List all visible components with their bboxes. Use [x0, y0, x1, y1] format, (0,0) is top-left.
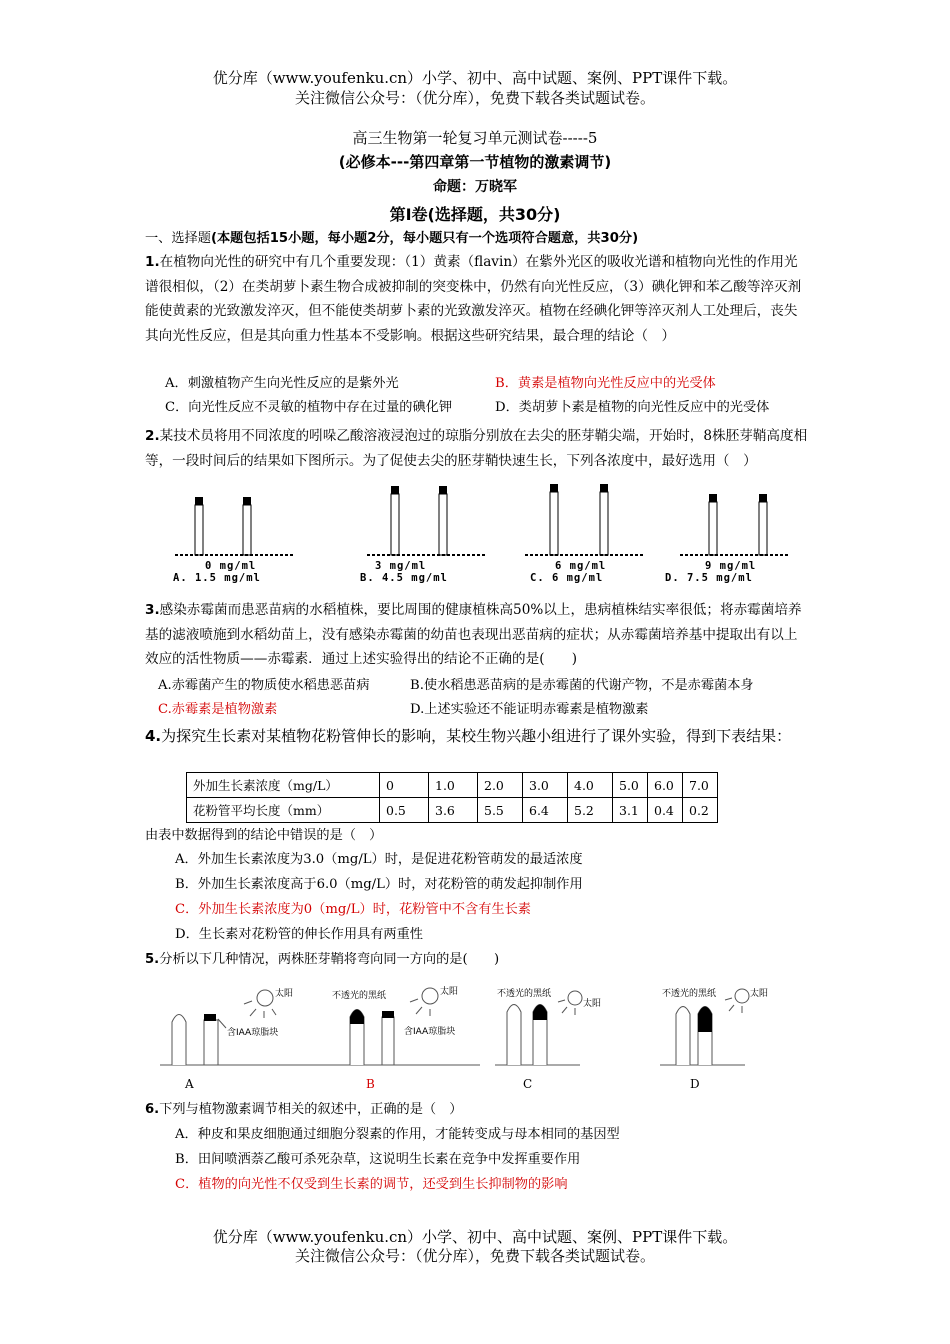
table-cell: 3.0 [523, 773, 568, 798]
q2-coleoptiles-b [355, 482, 505, 562]
q2-number: 2. [145, 428, 160, 444]
table-cell: 5.5 [478, 798, 523, 823]
q2-coleoptiles-c [520, 482, 670, 562]
section1-instruction [145, 227, 638, 246]
q2-figure-c [520, 482, 670, 587]
q5-d-sun-label: 太阳 [750, 989, 769, 999]
q2-fig-d-top: 9 mg/ml [705, 560, 757, 572]
q2-stem [145, 424, 810, 473]
q3-option-d: D.上述实验还不能证明赤霉素是植物激素 [410, 702, 649, 717]
table-cell: 7.0 [683, 773, 718, 798]
q5-b-iaa-label: 含IAA琼脂块 [404, 1027, 456, 1037]
q6-number: 6. [145, 1102, 160, 1117]
exam-title: 高三生物第一轮复习单元测试卷-----5 [352, 129, 598, 147]
q4-data-table [186, 772, 718, 823]
q6-option-a: A．种皮和果皮细胞通过细胞分裂素的作用，才能转变成与母本相同的基因型 [175, 1127, 620, 1142]
q1-text: 在植物向光性的研究中有几个重要发现：（1）黄素（flavin）在紫外光区的吸收光谱和植物向光性的作用光谱很相似，（2）在类胡萝卜素生物合成被抑制的突变株中，仍然有向光性反应，（3）碘化钾和苯乙酸等淬灭剂能使黄素的光致激发淬灭，但不能使类胡萝卜素的光致激发淬灭。植物在经碘化钾等淬灭剂人工处理后，丧失其向光性反应，但是其向重力性基本不受影响。根据这些研究结果，最合理的结论（ ） [145, 254, 802, 344]
q5-a-iaa-label: 含IAA琼脂块 [227, 1028, 279, 1038]
table-cell: 0.5 [380, 798, 429, 823]
q5-figure-c [495, 982, 605, 1092]
q3-stem [145, 598, 810, 672]
q2-fig-a-top: 0 mg/ml [205, 560, 257, 572]
footer-line-2: 关注微信公众号：（优分库），免费下载各类试题试卷。 [294, 1247, 655, 1265]
table-cell: 外加生长素浓度（mg/L） [187, 773, 380, 798]
q2-fig-c-bottom: C. 6 mg/ml [530, 572, 604, 584]
footer-line-1: 优分库（www.youfenku.cn）小学、初中、高中试题、案例、PPT课件下载。 [212, 1228, 738, 1246]
q2-coleoptiles-d [665, 482, 815, 562]
q5-label-a: A [185, 1077, 194, 1091]
q1-number: 1. [145, 254, 160, 270]
q4-option-b: B．外加生长素浓度高于6.0（mg/L）时，对花粉管的萌发起抑制作用 [175, 877, 583, 892]
q5-d-paper-label: 不透光的黑纸 [662, 989, 717, 999]
q1-stem [145, 250, 810, 348]
q2-text: 某技术员将用不同浓度的吲哚乙酸溶液浸泡过的琼脂分别放在去尖的胚芽鞘尖端，开始时，8株胚芽鞘高度相等，一段时间后的结果如下图所示。为了促使去尖的胚芽鞘快速生长，下列各浓度中，最好选用（ ） [145, 428, 808, 469]
q2-figure-d [665, 482, 815, 587]
table-cell: 0 [380, 773, 429, 798]
q1-option-d: D．类胡萝卜素是植物的向光性反应中的光受体 [495, 400, 770, 415]
q2-figure-a [165, 482, 315, 587]
q6-option-c: C．植物的向光性不仅受到生长素的调节，还受到生长抑制物的影响 [175, 1177, 568, 1192]
table-cell: 6.0 [648, 773, 683, 798]
q3-number: 3. [145, 602, 160, 618]
q5-number: 5. [145, 952, 160, 967]
q5-label-c: C [523, 1077, 533, 1091]
table-cell: 花粉管平均长度（mm） [187, 798, 380, 823]
q5-b-paper-label: 不透光的黑纸 [332, 991, 387, 1001]
q5-a-sun-label: 太阳 [275, 989, 294, 999]
q6-option-b: B．田间喷洒萘乙酸可杀死杂草，这说明生长素在竞争中发挥重要作用 [175, 1152, 581, 1167]
q5-c-sun-label: 太阳 [583, 999, 602, 1009]
q4-option-c: C．外加生长素浓度为0（mg/L）时，花粉管中不含有生长素 [175, 902, 531, 917]
q5-figure-b [330, 982, 500, 1092]
q6-text: 下列与植物激素调节相关的叙述中，正确的是（ ） [159, 1102, 463, 1117]
table-cell: 2.0 [478, 773, 523, 798]
q1-option-b: B．黄素是植物向光性反应中的光受体 [495, 376, 716, 391]
table-cell: 5.2 [568, 798, 613, 823]
q3-option-a: A.赤霉菌产生的物质使水稻患恶苗病 [158, 678, 370, 693]
q5-label-d: D [690, 1077, 700, 1091]
q5-label-b: B [366, 1077, 375, 1091]
exam-author: 命题：万晓军 [433, 179, 517, 195]
q3-option-c: C.赤霉素是植物激素 [158, 702, 278, 717]
header-line-2: 关注微信公众号：（优分库），免费下载各类试题试卷。 [294, 89, 655, 107]
q3-option-b: B.使水稻患恶苗病的是赤霉菌的代谢产物，不是赤霉菌本身 [410, 678, 754, 693]
exam-subtitle: (必修本---第四章第一节植物的激素调节) [338, 153, 612, 171]
header-line-1: 优分库（www.youfenku.cn）小学、初中、高中试题、案例、PPT课件下载。 [212, 69, 738, 87]
table-cell: 3.6 [429, 798, 478, 823]
table-cell: 5.0 [613, 773, 648, 798]
q4-option-d: D．生长素对花粉管的伸长作用具有两重性 [175, 927, 423, 942]
q5-text: 分析以下几种情况，两株胚芽鞘将弯向同一方向的是( ) [159, 952, 500, 967]
q5-stem [145, 950, 499, 970]
table-cell: 0.4 [648, 798, 683, 823]
q2-figure-strip [165, 482, 780, 587]
q5-b-sun-label: 太阳 [440, 987, 459, 997]
table-cell: 0.2 [683, 798, 718, 823]
q2-fig-d-bottom: D. 7.5 mg/ml [665, 572, 753, 584]
table-cell: 3.1 [613, 798, 648, 823]
q4-text: 为探究生长素对某植物花粉管伸长的影响，某校生物兴趣小组进行了课外实验，得到下表结果： [161, 727, 792, 745]
section1-prefix: 一、选择题 [145, 231, 211, 246]
q2-fig-c-top: 6 mg/ml [555, 560, 607, 572]
table-cell: 1.0 [429, 773, 478, 798]
section-title: 第Ⅰ卷(选择题，共30分) [389, 205, 561, 224]
table-row [187, 773, 718, 798]
q5-figure-d [660, 982, 770, 1092]
q1-option-a: A．刺激植物产生向光性反应的是紫外光 [165, 376, 399, 391]
q2-fig-b-top: 3 mg/ml [375, 560, 427, 572]
table-cell: 6.4 [523, 798, 568, 823]
q2-figure-b [355, 482, 505, 587]
q1-option-c: C．向光性反应不灵敏的植物中存在过量的碘化钾 [165, 400, 453, 415]
q2-fig-a-bottom: A. 1.5 mg/ml [173, 572, 261, 584]
q6-stem [145, 1100, 463, 1120]
q4-option-a: A．外加生长素浓度为3.0（mg/L）时，是促进花粉管萌发的最适浓度 [175, 852, 583, 867]
q2-fig-b-bottom: B. 4.5 mg/ml [360, 572, 448, 584]
q3-text: 感染赤霉菌而患恶苗病的水稻植株，要比周围的健康植株高50%以上，患病植株结实率很低；将赤霉菌培养基的滤液喷施到水稻幼苗上，没有感染赤霉菌的幼苗也表现出恶苗病的症状；从赤霉菌培养基中提取出有以上效应的活性物质——赤霉素．通过上述实验得出的结论不正确的是( ) [145, 602, 802, 667]
table-row [187, 798, 718, 823]
q4-number: 4. [145, 727, 162, 745]
q5-c-paper-label: 不透光的黑纸 [497, 989, 552, 999]
section1-note: (本题包括15小题，每小题2分，每小题只有一个选项符合题意，共30分) [210, 231, 639, 246]
q4-stem [145, 724, 810, 748]
q2-coleoptiles-a [165, 482, 315, 562]
table-cell: 4.0 [568, 773, 613, 798]
q5-figure-a [160, 982, 340, 1092]
q4-question: 由表中数据得到的结论中错误的是（ ） [145, 828, 383, 843]
